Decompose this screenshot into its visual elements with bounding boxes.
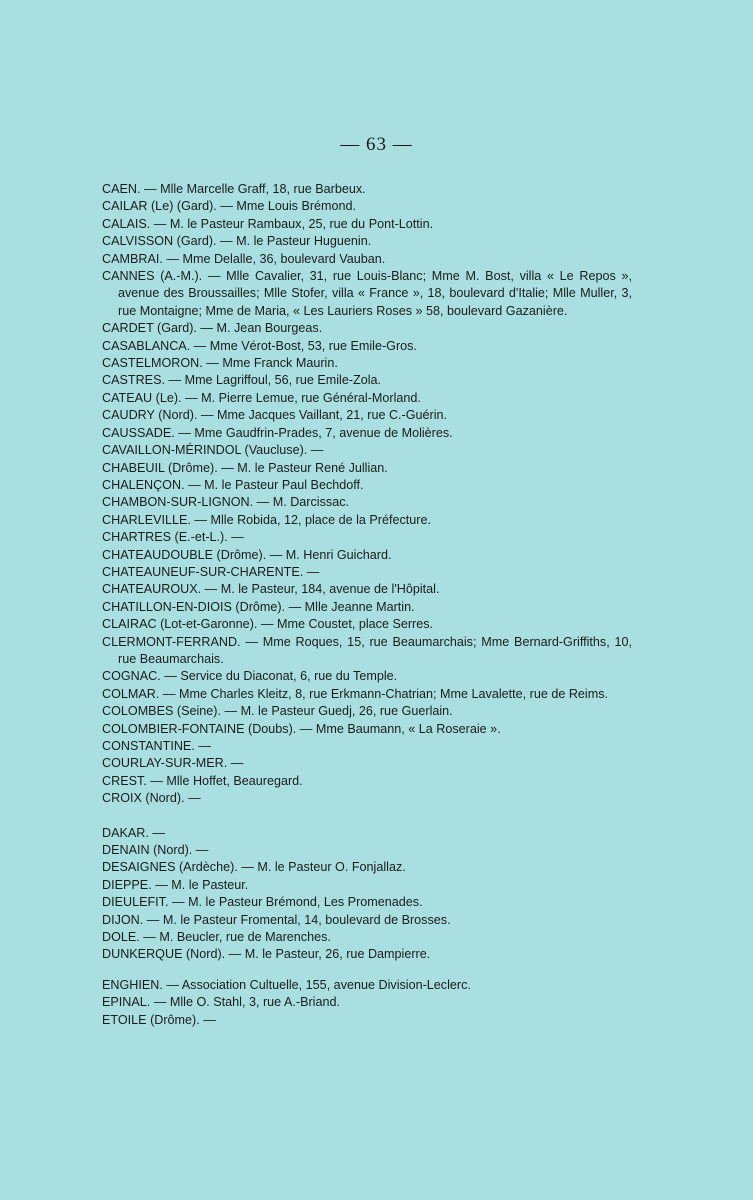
list-item: CLERMONT-FERRAND. — Mme Roques, 15, rue Beaumarchais; Mme Bernard-Griffiths, 10, rue Beaumarchais. [102, 634, 632, 666]
list-item: CASABLANCA. — Mme Vérot-Bost, 53, rue Emile-Gros. [102, 338, 417, 353]
list-item: CAVAILLON-MÉRINDOL (Vaucluse). — [102, 443, 324, 458]
list-item: CANNES (A.-M.). — Mlle Cavalier, 31, rue Louis-Blanc; Mme M. Bost, villa « Le Repos », avenue des Broussailles; Mlle Stofer, villa « France », 18, boulevard d'Italie; Mlle Muller, 3, rue Montaigne; Mme de Maria, « Les Lauriers Roses » 58, boulevard Gazanière. [102, 269, 632, 318]
list-item: CLAIRAC (Lot-et-Garonne). — Mme Coustet, place Serres. [102, 617, 434, 632]
list-item: ENGHIEN. — Association Cultuelle, 155, avenue Division-Leclerc. [102, 977, 471, 992]
list-item: DUNKERQUE (Nord). — M. le Pasteur, 26, rue Dampierre. [102, 947, 431, 962]
list-item: COGNAC. — Service du Diaconat, 6, rue du Temple. [102, 669, 398, 684]
list-item: ETOILE (Drôme). — [102, 1012, 216, 1027]
list-item: CAILAR (Le) (Gard). — Mme Louis Brémond. [102, 199, 357, 214]
list-item: CAEN. — Mlle Marcelle Graff, 18, rue Barbeux. [102, 182, 366, 196]
list-item: DAKAR. — [102, 825, 165, 840]
list-item: CARDET (Gard). — M. Jean Bourgeas. [102, 321, 323, 336]
list-item: CHATEAUDOUBLE (Drôme). — M. Henri Guichard. [102, 547, 392, 562]
list-item: COURLAY-SUR-MER. — [102, 756, 244, 771]
list-item: DIEULEFIT. — M. le Pasteur Brémond, Les Promenades. [102, 895, 423, 910]
list-item: CHATILLON-EN-DIOIS (Drôme). — Mlle Jeanne Martin. [102, 599, 415, 614]
list-item: CALVISSON (Gard). — M. le Pasteur Huguenin. [102, 234, 372, 249]
list-item: CONSTANTINE. — [102, 739, 211, 753]
list-item: CAMBRAI. — Mme Delalle, 36, boulevard Vauban. [102, 251, 386, 266]
directory-list [102, 181, 632, 1029]
list-item: DENAIN (Nord). — [102, 843, 209, 858]
list-item: CASTELMORON. — Mme Franck Maurin. [102, 356, 338, 371]
list-item: COLOMBES (Seine). — M. le Pasteur Guedj, 26, rue Guerlain. [102, 704, 453, 719]
page-number: — 63 — [340, 134, 413, 155]
list-item: CAUDRY (Nord). — Mme Jacques Vaillant, 21, rue C.-Guérin. [102, 408, 448, 423]
list-item: DESAIGNES (Ardèche). — M. le Pasteur O. Fonjallaz. [102, 860, 406, 875]
list-item: CHATEAUROUX. — M. le Pasteur, 184, avenue de l'Hôpital. [102, 582, 440, 597]
list-item: CHABEUIL (Drôme). — M. le Pasteur René Jullian. [102, 460, 388, 475]
list-item: CASTRES. — Mme Lagriffoul, 56, rue Emile-Zola. [102, 373, 382, 388]
list-item: DOLE. — M. Beucler, rue de Marenches. [102, 930, 331, 945]
list-item: CAUSSADE. — Mme Gaudfrin-Prades, 7, avenue de Molières. [102, 425, 453, 440]
list-item: CHALENÇON. — M. le Pasteur Paul Bechdoff. [102, 477, 364, 492]
list-item: CHAMBON-SUR-LIGNON. — M. Darcissac. [102, 495, 349, 510]
list-item: DIEPPE. — M. le Pasteur. [102, 877, 249, 892]
list-item: EPINAL. — Mlle O. Stahl, 3, rue A.-Briand. [102, 995, 340, 1010]
list-item: CHARLEVILLE. — Mlle Robida, 12, place de la Préfecture. [102, 512, 431, 527]
list-item: CREST. — Mlle Hoffet, Beauregard. [102, 773, 303, 788]
list-item: COLOMBIER-FONTAINE (Doubs). — Mme Baumann, « La Roseraie ». [102, 721, 501, 736]
list-item: CROIX (Nord). — [102, 791, 201, 806]
list-item: CHARTRES (E.-et-L.). — [102, 530, 244, 545]
list-item: CATEAU (Le). — M. Pierre Lemue, rue Général-Morland. [102, 390, 421, 405]
list-item: DIJON. — M. le Pasteur Fromental, 14, boulevard de Brosses. [102, 912, 451, 927]
list-item: CHATEAUNEUF-SUR-CHARENTE. — [102, 564, 320, 579]
list-item: CALAIS. — M. le Pasteur Rambaux, 25, rue du Pont-Lottin. [102, 216, 434, 231]
list-item: COLMAR. — Mme Charles Kleitz, 8, rue Erkmann-Chatrian; Mme Lavalette, rue de Reims. [102, 686, 609, 701]
